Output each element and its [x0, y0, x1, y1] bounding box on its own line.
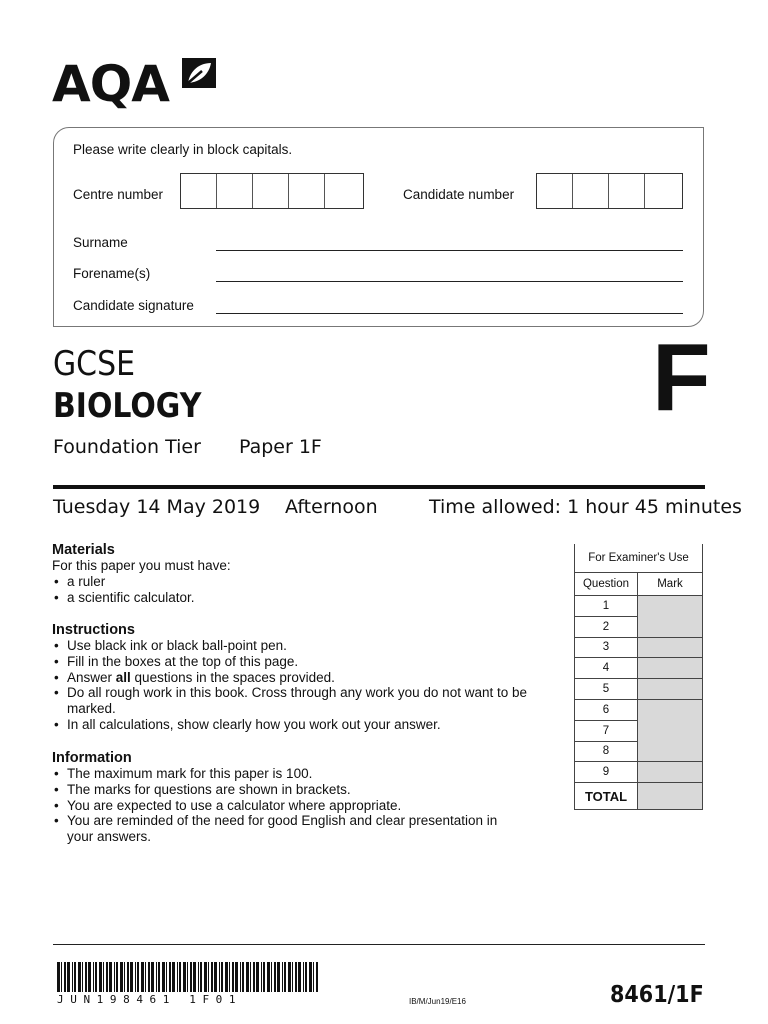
subject-title: BIOLOGY	[53, 386, 202, 426]
centre-digit-box[interactable]	[181, 174, 217, 208]
total-mark-cell	[638, 783, 703, 810]
information-heading: Information	[52, 750, 132, 766]
question-number: 8	[575, 741, 638, 762]
exam-session: Afternoon	[285, 496, 378, 518]
question-column-header: Question	[575, 573, 638, 596]
total-label: TOTAL	[575, 783, 638, 810]
qualification-level: GCSE	[53, 344, 135, 384]
information-item: • You are reminded of the need for good English and clear presentation in your answers.	[52, 813, 522, 845]
paper-code: 8461/1F	[610, 982, 704, 1008]
centre-digit-box[interactable]	[289, 174, 325, 208]
candidate-digit-box[interactable]	[645, 174, 681, 208]
materials-item: • a scientific calculator.	[52, 590, 552, 606]
paper-reference: IB/M/Jun19/E16	[409, 997, 466, 1006]
information-item: • The marks for questions are shown in brackets.	[52, 782, 522, 798]
centre-number-label: Centre number	[73, 187, 164, 202]
instruction-item: • Fill in the boxes at the top of this page.	[52, 654, 552, 670]
examiners-use-title: For Examiner's Use	[575, 544, 703, 573]
paper-label: Paper 1F	[239, 436, 322, 458]
instruction-item: • In all calculations, show clearly how you work out your answer.	[52, 717, 552, 733]
mark-cell	[638, 762, 703, 783]
materials-intro: For this paper you must have:	[52, 558, 231, 573]
mark-cell	[638, 699, 703, 761]
question-number: 7	[575, 720, 638, 741]
question-number: 1	[575, 596, 638, 617]
mark-column-header: Mark	[638, 573, 703, 596]
forename-label: Forename(s)	[73, 266, 151, 281]
surname-label: Surname	[73, 235, 128, 250]
candidate-digit-box[interactable]	[609, 174, 645, 208]
mark-cell	[638, 637, 703, 658]
signature-label: Candidate signature	[73, 298, 194, 313]
instruction-text: Answer	[67, 669, 116, 685]
materials-section	[52, 542, 552, 606]
candidate-number-label: Candidate number	[403, 187, 515, 202]
question-number: 4	[575, 658, 638, 679]
signature-field[interactable]	[216, 313, 683, 314]
block-capitals-instruction: Please write clearly in block capitals.	[73, 142, 293, 157]
question-number: 5	[575, 679, 638, 700]
mark-cell	[638, 679, 703, 700]
question-number: 2	[575, 616, 638, 637]
question-number: 6	[575, 699, 638, 720]
footer-divider	[53, 944, 705, 945]
barcode-digits: JUN198461 1F01	[57, 993, 243, 1006]
aqa-logo	[52, 56, 222, 112]
leaf-icon	[180, 56, 218, 90]
candidate-digit-box[interactable]	[537, 174, 573, 208]
information-item: • The maximum mark for this paper is 100.	[52, 766, 522, 782]
header-divider	[53, 485, 705, 489]
exam-date: Tuesday 14 May 2019	[53, 496, 261, 518]
instructions-section	[52, 622, 552, 733]
centre-digit-box[interactable]	[253, 174, 289, 208]
materials-item: • a ruler	[52, 574, 552, 590]
mark-cell	[638, 658, 703, 679]
time-allowed: Time allowed: 1 hour 45 minutes	[429, 496, 742, 518]
centre-number-grid[interactable]	[180, 173, 364, 209]
instructions-heading: Instructions	[52, 622, 135, 638]
centre-digit-box[interactable]	[325, 174, 361, 208]
instruction-text: questions in the spaces provided.	[130, 669, 335, 685]
information-item: • You are expected to use a calculator where appropriate.	[52, 798, 522, 814]
materials-heading: Materials	[52, 542, 115, 558]
candidate-digit-box[interactable]	[573, 174, 609, 208]
surname-field[interactable]	[216, 250, 683, 251]
candidate-details-box	[53, 127, 704, 327]
candidate-number-grid[interactable]	[536, 173, 683, 209]
instruction-item	[52, 670, 552, 686]
mark-cell	[638, 596, 703, 638]
instruction-item: • Do all rough work in this book. Cross through any work you do not want to be marked.	[52, 685, 527, 717]
logo-text: AQA	[52, 55, 169, 113]
examiners-use-table	[574, 544, 703, 810]
question-number: 9	[575, 762, 638, 783]
centre-digit-box[interactable]	[217, 174, 253, 208]
tier-letter: F	[652, 324, 711, 431]
instruction-emphasis: all	[115, 669, 131, 685]
information-section	[52, 750, 522, 845]
tier-label: Foundation Tier	[53, 436, 201, 458]
barcode-icon	[57, 962, 319, 992]
instruction-item: • Use black ink or black ball-point pen.	[52, 638, 552, 654]
question-number: 3	[575, 637, 638, 658]
forename-field[interactable]	[216, 281, 683, 282]
